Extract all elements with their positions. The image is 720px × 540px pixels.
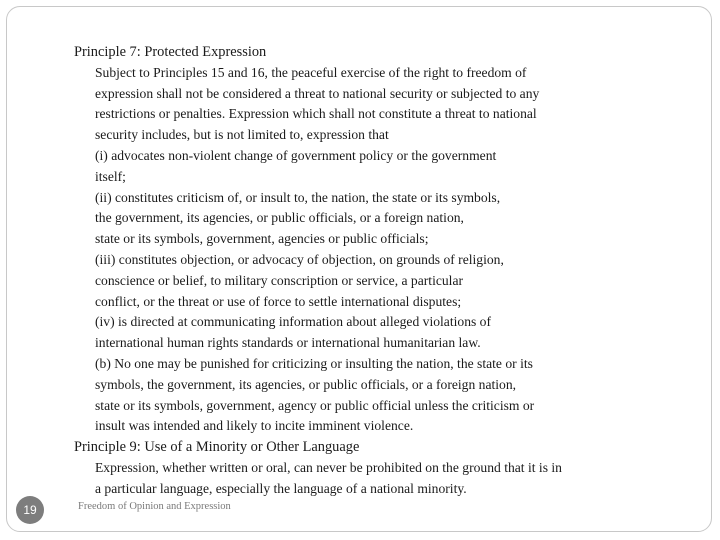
- body-line: (iv) is directed at communicating information about alleged violations of: [95, 314, 491, 330]
- footer-text: Freedom of Opinion and Expression: [78, 501, 231, 512]
- body-line: itself;: [95, 168, 126, 184]
- body-line: restrictions or penalties. Expression which shall not constitute a threat to national: [95, 106, 537, 122]
- body-line: (iii) constitutes objection, or advocacy of objection, on grounds of religion,: [95, 251, 504, 267]
- body-line: state or its symbols, government, agencies or public officials;: [95, 231, 429, 247]
- body-line: state or its symbols, government, agency or public official unless the criticism or: [95, 397, 535, 413]
- body-line: security includes, but is not limited to, expression that: [95, 127, 389, 143]
- body-line: conflict, or the threat or use of force to settle international disputes;: [95, 293, 462, 309]
- body-line: (i) advocates non-violent change of government policy or the government: [95, 147, 497, 163]
- principle-7-body: [74, 63, 694, 437]
- body-line: symbols, the government, its agencies, or public officials, or a foreign nation,: [95, 376, 517, 392]
- body-line: the government, its agencies, or public officials, or a foreign nation,: [95, 210, 464, 226]
- body-line: (ii) constitutes criticism of, or insult to, the nation, the state or its symbols,: [95, 189, 501, 205]
- body-line: a particular language, especially the language of a national minority.: [95, 480, 467, 496]
- principle-7-heading: Principle 7: Protected Expression: [74, 44, 267, 60]
- principle-9-heading: Principle 9: Use of a Minority or Other Language: [74, 439, 360, 456]
- body-line: expression shall not be considered a threat to national security or subjected to any: [95, 85, 540, 101]
- principle-9-body: [74, 458, 694, 500]
- body-line: Expression, whether written or oral, can never be prohibited on the ground that it is in: [95, 459, 562, 475]
- slide-content: [74, 42, 694, 500]
- body-line: (b) No one may be punished for criticizing or insulting the nation, the state or its: [95, 355, 533, 371]
- body-line: international human rights standards or international humanitarian law.: [95, 335, 481, 351]
- body-line: conscience or belief, to military conscription or service, a particular: [95, 272, 464, 288]
- page-number-badge: 19: [16, 496, 44, 524]
- body-line: Subject to Principles 15 and 16, the peaceful exercise of the right to freedom of: [95, 64, 527, 80]
- body-line: insult was intended and likely to incite imminent violence.: [95, 418, 414, 434]
